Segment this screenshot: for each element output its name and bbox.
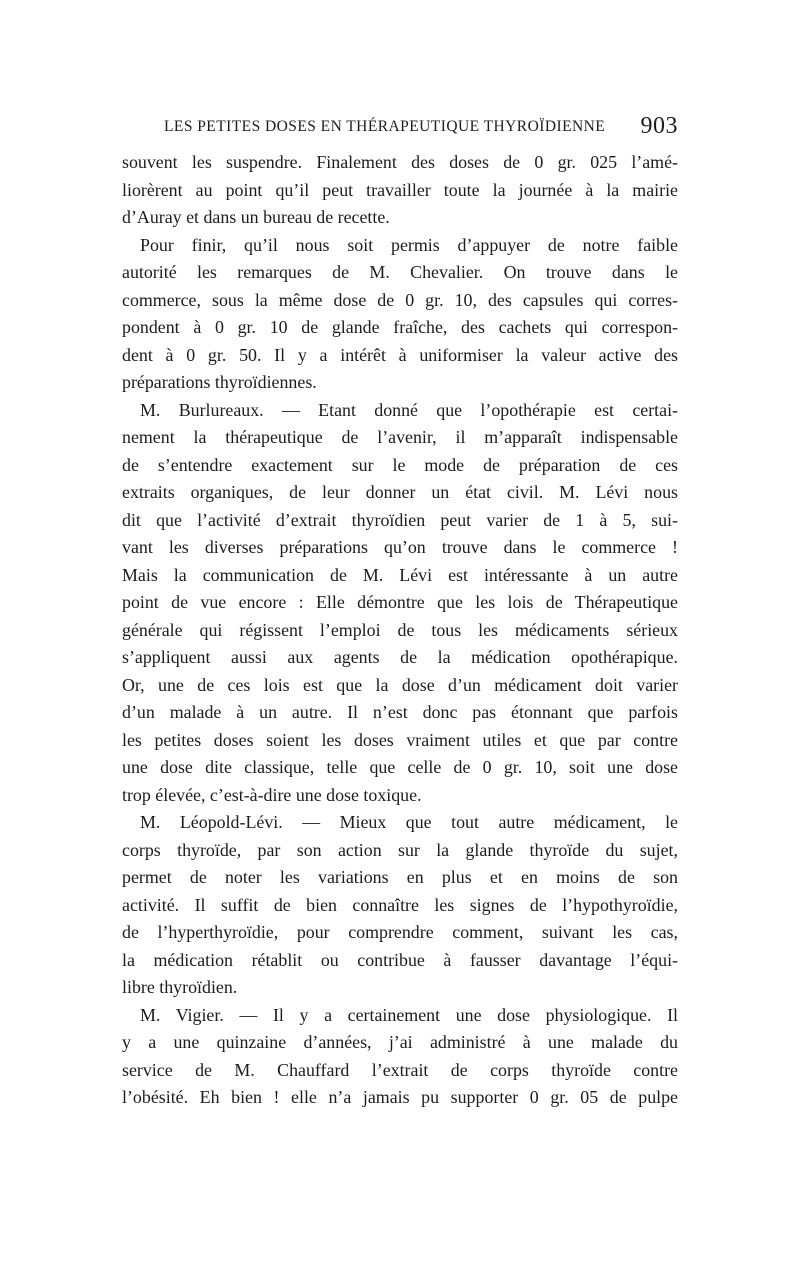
text-line: s’appliquent aussi aux agents de la médication opothérapique. (122, 647, 678, 667)
text-line: dent à 0 gr. 50. Il y a intérêt à uniformiser la valeur active des (122, 344, 678, 365)
text-line: trop élevée, c’est-à-dire une dose toxique. (122, 784, 422, 805)
text-line: service de M. Chauffard l’extrait de corps thyroïde contre (122, 1059, 678, 1080)
text-line: point de vue encore : Elle démontre que les lois de Thérapeutique (122, 592, 678, 612)
text-line: d’Auray et dans un bureau de recette. (122, 207, 390, 227)
text-line: activité. Il suffit de bien connaître les signes de l’hypothyroïdie, (122, 894, 678, 915)
text-line: une dose dite classique, telle que celle de 0 gr. 10, soit une dose (122, 757, 678, 777)
text-line: nement la thérapeutique de l’avenir, il m’apparaît indispensable (122, 427, 678, 447)
running-title: LES PETITES DOSES EN THÉRAPEUTIQUE THYROÏDIENNE (164, 118, 606, 135)
text-line: d’un malade à un autre. Il n’est donc pas étonnant que parfois (122, 702, 678, 722)
text-line: pondent à 0 gr. 10 de glande fraîche, des cachets qui correspon- (122, 317, 678, 337)
text-line: M. Vigier. — Il y a certainement une dose physiologique. Il (140, 1004, 678, 1025)
text-line: de l’hyperthyroïdie, pour comprendre comment, suivant les cas, (122, 922, 678, 942)
text-line: liorèrent au point qu’il peut travailler toute la journée à la mairie (122, 179, 678, 200)
text-line: préparations thyroïdiennes. (122, 372, 317, 392)
text-line: les petites doses soient les doses vraiment utiles et que par contre (122, 729, 678, 750)
text-line: extraits organiques, de leur donner un état civil. M. Lévi nous (122, 482, 678, 502)
text-line: dit que l’activité d’extrait thyroïdien peut varier de 1 à 5, sui- (122, 509, 678, 530)
text-line: la médication rétablit ou contribue à fausser davantage l’équi- (122, 949, 678, 970)
text-line: souvent les suspendre. Finalement des doses de 0 gr. 025 l’amé- (122, 152, 678, 172)
text-line: M. Léopold-Lévi. — Mieux que tout autre médicament, le (140, 812, 678, 832)
text-line: y a une quinzaine d’années, j’ai administré à une malade du (122, 1032, 678, 1052)
text-line: générale qui régissent l’emploi de tous les médicaments sérieux (122, 619, 678, 640)
page-number: 903 (640, 113, 678, 139)
text-line: libre thyroïdien. (122, 977, 238, 997)
text-line: commerce, sous la même dose de 0 gr. 10, des capsules qui corres- (122, 289, 678, 310)
text-line: vant les diverses préparations qu’on trouve dans le commerce ! (122, 537, 678, 557)
text-line: de s’entendre exactement sur le mode de préparation de ces (122, 454, 678, 475)
text-line: permet de noter les variations en plus et en moins de son (122, 867, 678, 887)
text-line: Mais la communication de M. Lévi est intéressante à un autre (122, 564, 678, 585)
text-line: autorité les remarques de M. Chevalier. On trouve dans le (122, 262, 678, 282)
text-line: Pour finir, qu’il nous soit permis d’appuyer de notre faible (140, 234, 678, 255)
text-line: M. Burlureaux. — Etant donné que l’opothérapie est certai- (140, 399, 678, 420)
running-head (122, 112, 678, 142)
text-line: l’obésité. Eh bien ! elle n’a jamais pu supporter 0 gr. 05 de pulpe (122, 1087, 678, 1107)
text-line: Or, une de ces lois est que la dose d’un médicament doit varier (122, 674, 678, 695)
text-line: corps thyroïde, par son action sur la glande thyroïde du sujet, (122, 839, 678, 860)
